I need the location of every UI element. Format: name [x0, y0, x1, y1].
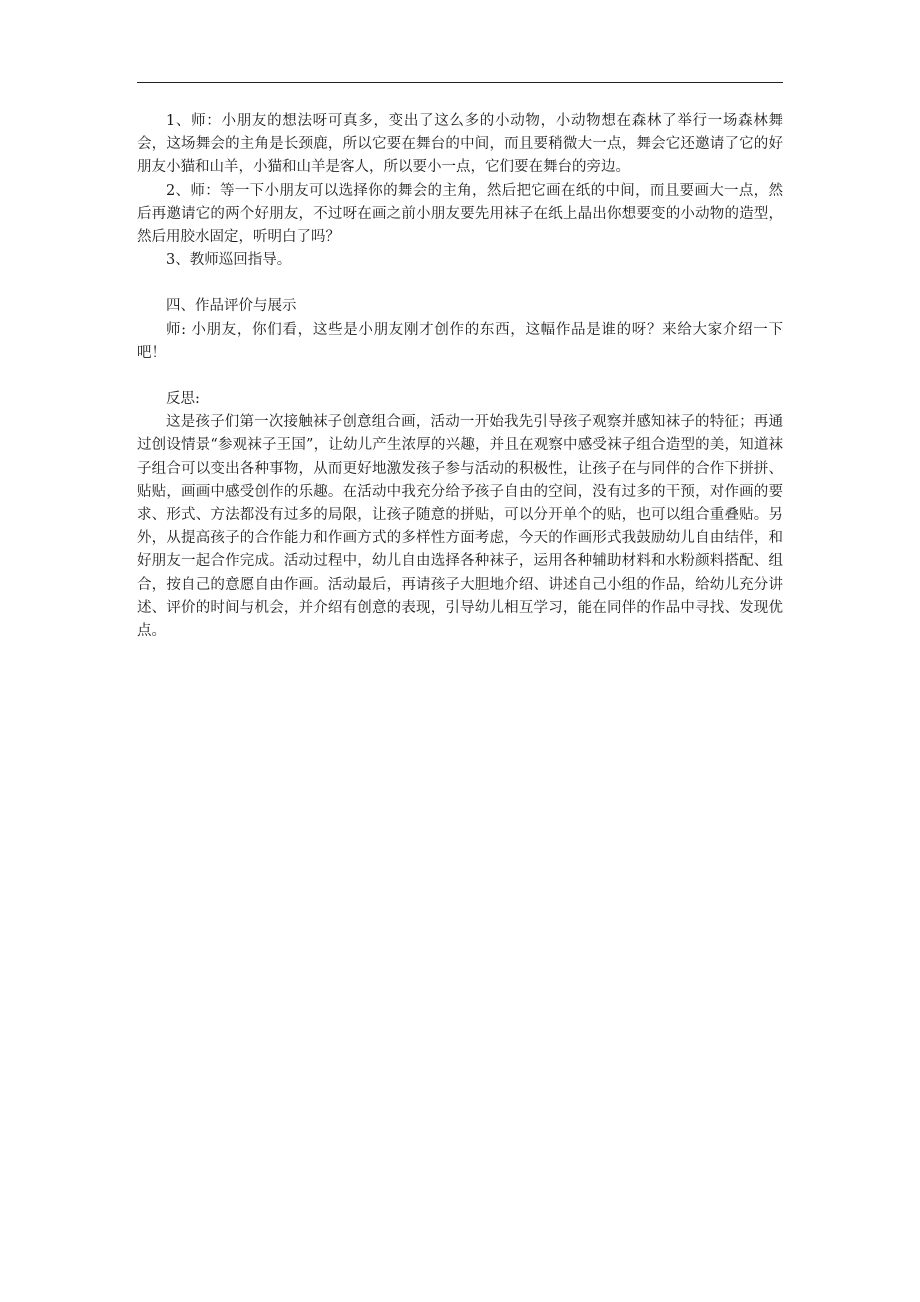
- step-3-paragraph: 3、教师巡回指导。: [166, 252, 292, 269]
- step-1-paragraph: 1、师：小朋友的想法呀可真多，变出了这么多的小动物，小动物想在森林了举行一场森林舞会，这场舞会的主角是长颈鹿，所以它要在舞台的中间，而且要稍微大一点，舞会它还邀请了它的好朋友小猫和山羊，小猫和山羊是客人，所以要小一点，它们要在舞台的旁边。: [137, 113, 783, 176]
- section-spacer: [137, 272, 783, 295]
- header-rule: [137, 82, 783, 83]
- reflection-paragraph: 这是孩子们第一次接触袜子创意组合画，活动一开始我先引导孩子观察并感知袜子的特征；再通过创设情景“参观袜子王国”，让幼儿产生浓厚的兴趣，并且在观察中感受袜子组合造型的美，知道袜子组合可以变出各种事物，从而更好地激发孩子参与活动的积极性，让孩子在与同伴的合作下拼拼、贴贴，画画中感受创作的乐趣。在活动中我充分给予孩子自由的空间，没有过多的干预，对作画的要求、形式、方法都没有过多的局限，让孩子随意的拼贴，可以分开单个的贴，也可以组合重叠贴。另外，从提高孩子的合作能力和作画方式的多样性方面考虑，今天的作画形式我鼓励幼儿自由结伴，和好朋友一起合作完成。活动过程中，幼儿自由选择各种袜子，运用各种辅助材料和水粉颜料搭配、组合，按自己的意愿自由作画。活动最后，再请孩子大胆地介绍、讲述自己小组的作品，给幼儿充分讲述、评价的时间与机会，并介绍有创意的表现，引导幼儿相互学习，能在同伴的作品中寻找、发现优点。: [137, 414, 783, 640]
- section-4-heading: 四、作品评价与展示: [166, 298, 297, 315]
- step-2-paragraph: 2、师：等一下小朋友可以选择你的舞会的主角，然后把它画在纸的中间，而且要画大一点，然后再邀请它的两个好朋友，不过呀在画之前小朋友要先用袜子在纸上晶出你想要变的小动物的造型，然后用胶水固定，听明白了吗？: [137, 182, 783, 246]
- reflection-heading: 反思:: [166, 391, 200, 408]
- section-spacer: [137, 365, 783, 388]
- section-4-paragraph: 师: 小朋友，你们看，这些是小朋友刚才创作的东西，这幅作品是谁的呀？来给大家介绍一下吧！: [137, 321, 783, 361]
- document-body: [137, 110, 783, 643]
